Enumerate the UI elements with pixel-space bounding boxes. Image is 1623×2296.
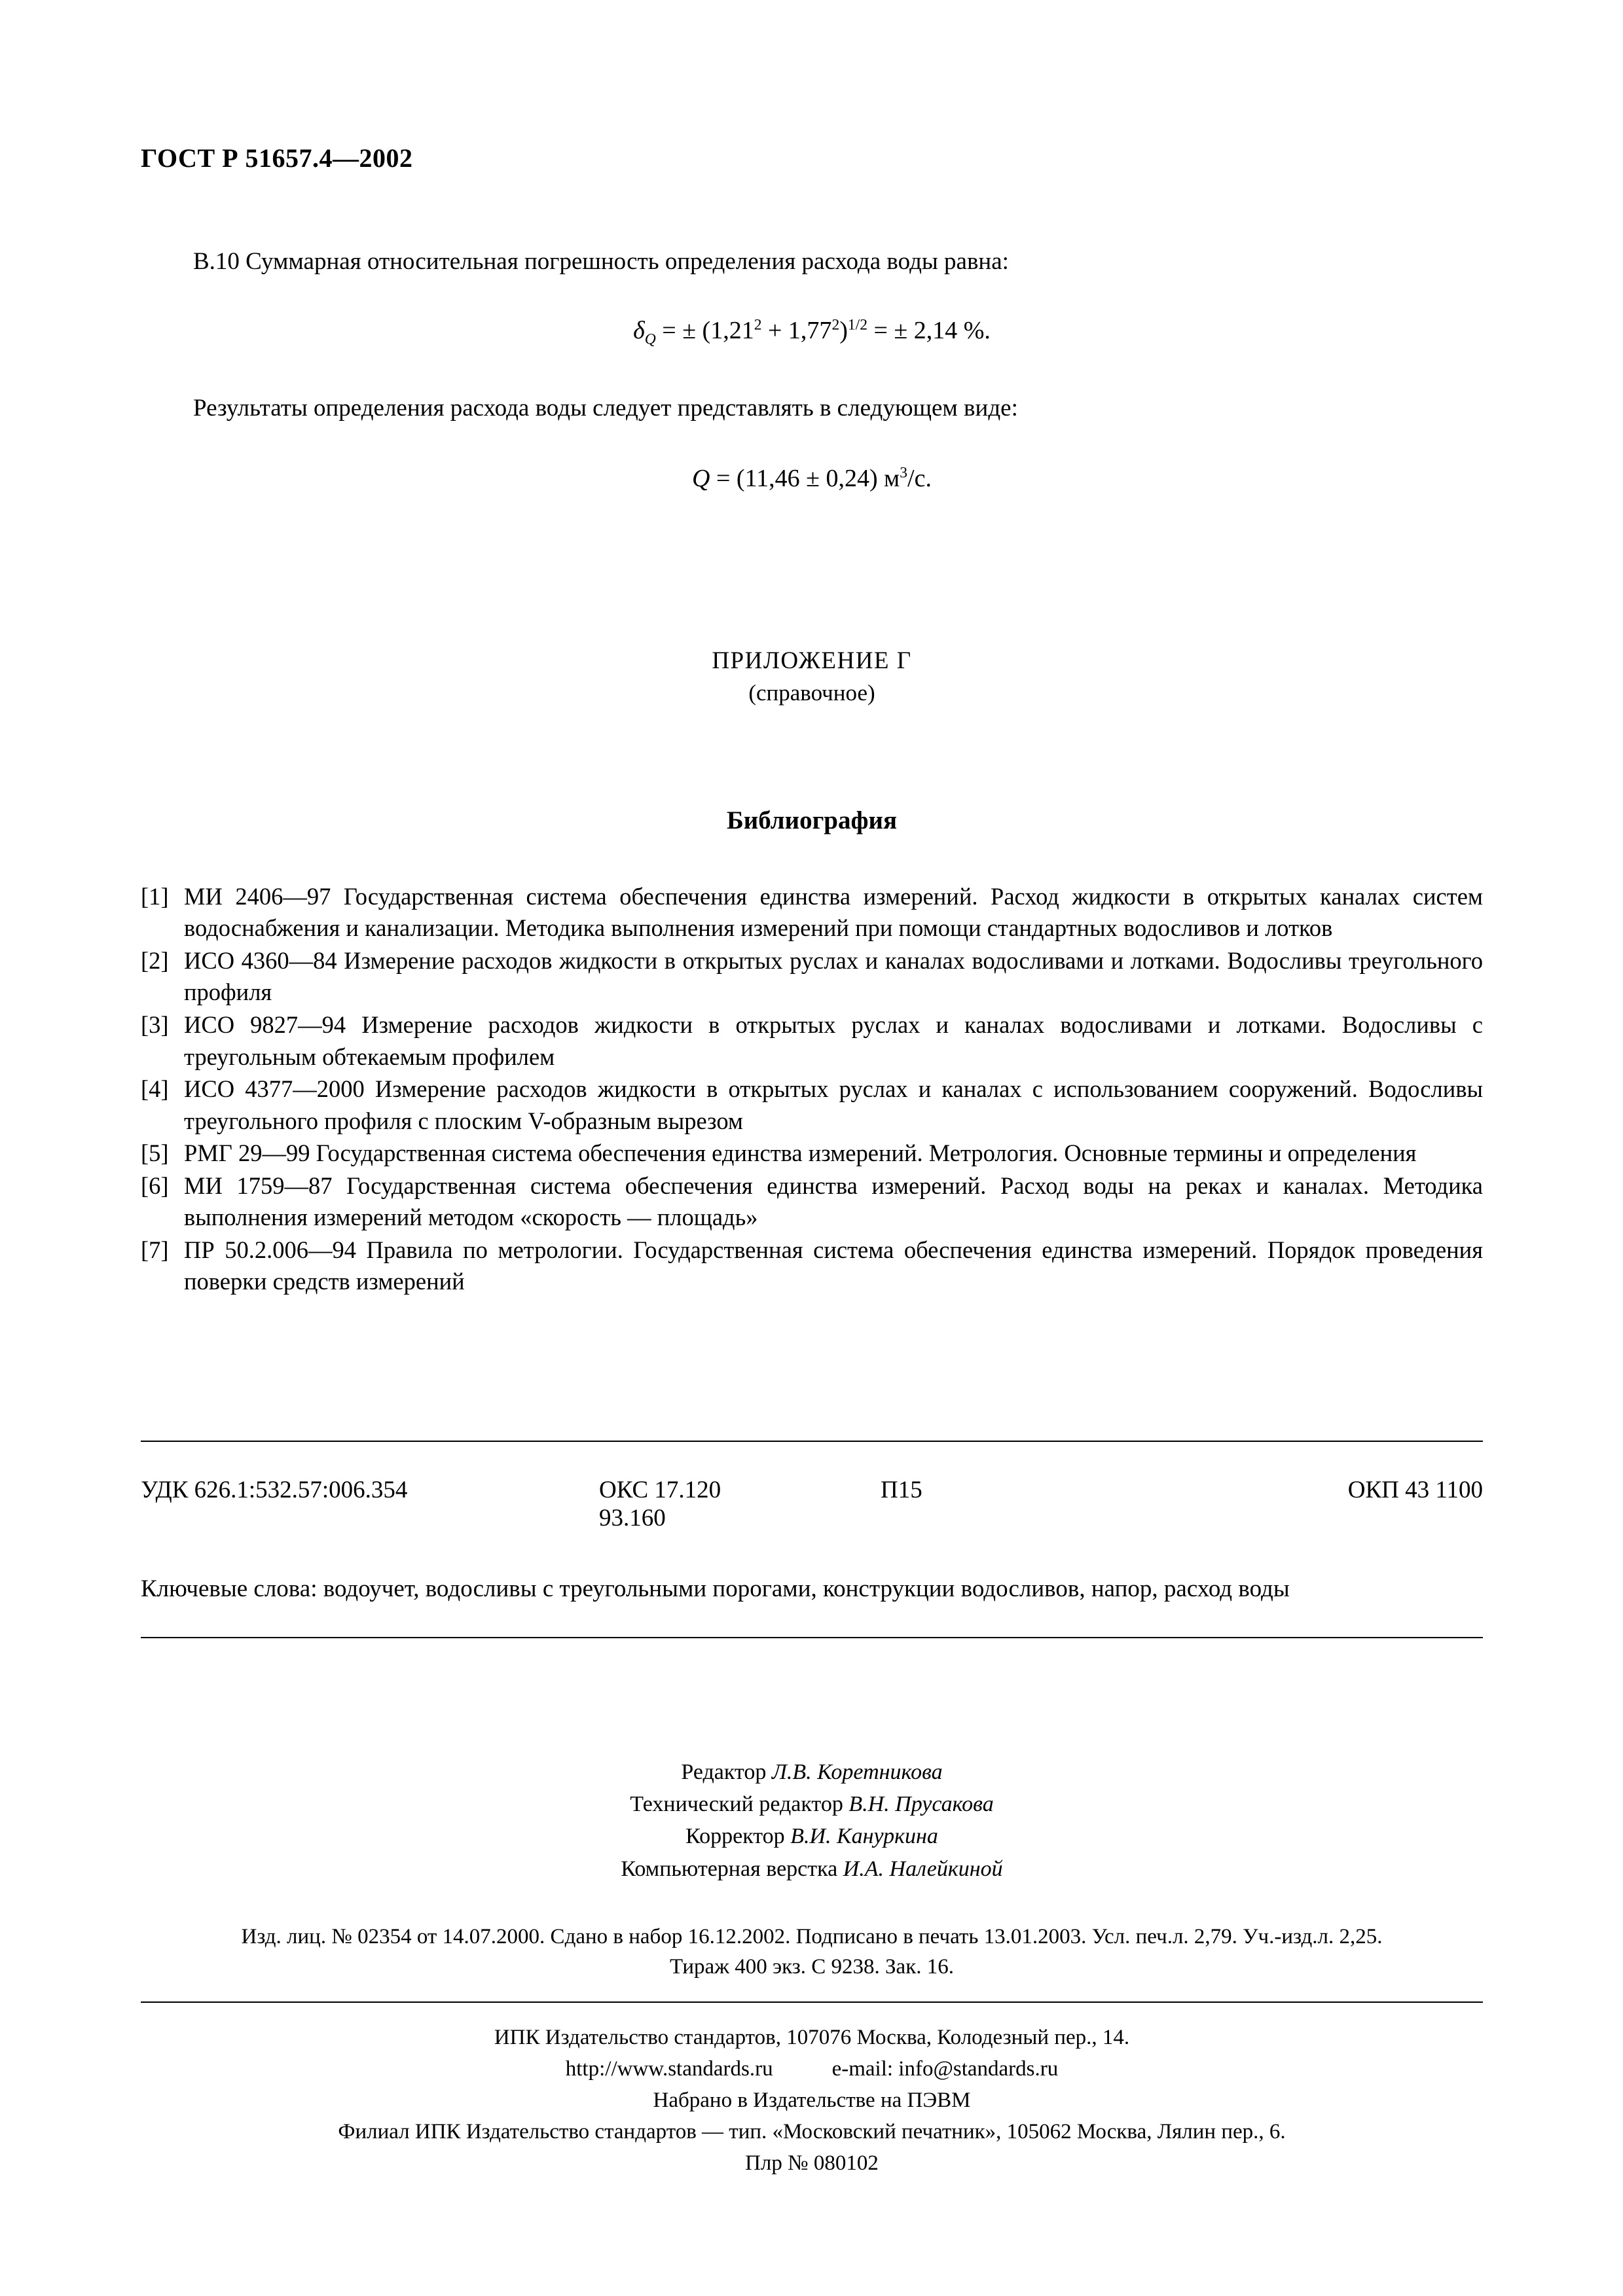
bibliography-item-number: [7] <box>141 1236 169 1263</box>
formula-discharge-result <box>141 464 1483 493</box>
standard-number-header: ГОСТ Р 51657.4—2002 <box>141 143 413 173</box>
publisher-address: ИПК Издательство стандартов, 107076 Москва, Колодезный пер., 14. <box>494 2026 1130 2050</box>
layout-name: И.А. Налейкиной <box>843 1856 1003 1881</box>
oks-code <box>599 1476 881 1532</box>
bibliography-item-number: [2] <box>141 946 169 974</box>
formula-q-value: = (11,46 ± 0,24) м <box>710 464 900 492</box>
list-item <box>141 1170 1483 1234</box>
formula-part-3: ) <box>839 316 848 344</box>
list-item <box>141 1138 1483 1170</box>
udk-code: УДК 626.1:532.57:006.354 <box>141 1476 408 1503</box>
formula-part-2: + 1,77 <box>761 316 832 344</box>
editor-name: Л.В. Коретникова <box>771 1759 943 1784</box>
oks-code-line2: 93.160 <box>599 1504 666 1532</box>
oks-code-line1: ОКС 17.120 <box>599 1476 721 1503</box>
imprint-line-2: Тираж 400 экз. С 9238. Зак. 16. <box>670 1955 954 1979</box>
bibliography-item-text: МИ 2406—97 Государственная система обеспечения единства измерений. Расход жидкости в открытых каналах систем водоснабжения и канализации. Методика выполнения измерений при помощи стандартных водосливов и лотков <box>184 882 1483 942</box>
layout-label: Компьютерная верстка <box>621 1856 843 1881</box>
okp-code: ОКП 43 1100 <box>1347 1476 1483 1503</box>
formula-delta-symbol: δ <box>633 316 645 344</box>
results-paragraph: Результаты определения расхода воды следует представлять в следующем виде: <box>193 394 1018 422</box>
proofreader-name: В.И. Кануркина <box>790 1824 938 1849</box>
bibliography-item-number: [5] <box>141 1139 169 1167</box>
typesetting-note: Набрано в Издательстве на ПЭВМ <box>653 2088 971 2112</box>
divider-above-codes <box>141 1441 1483 1442</box>
divider-above-publisher <box>141 2001 1483 2003</box>
proofreader-label: Корректор <box>685 1824 791 1849</box>
bibliography-item-text: ИСО 4360—84 Измерение расходов жидкости в открытых руслах и каналах водосливами и лотками. Водосливы треугольного профиля <box>184 946 1483 1006</box>
printer-line: Филиал ИПК Издательство стандартов — тип. «Московский печатник», 105062 Москва, Лялин пер., 6. <box>338 2119 1286 2144</box>
bibliography-item-text: РМГ 29—99 Государственная система обеспечения единства измерений. Метрология. Основные термины и определения <box>184 1139 1417 1167</box>
clause-b10-paragraph: В.10 Суммарная относительная погрешность определения расхода воды равна: <box>193 248 1009 275</box>
list-item <box>141 881 1483 944</box>
imprint-block <box>141 1922 1483 1982</box>
formula-q-symbol: Q <box>692 464 710 492</box>
bibliography-item-number: [1] <box>141 882 169 910</box>
editor-line <box>141 1756 1483 1788</box>
publisher-website-link[interactable]: http://www.standards.ru <box>565 2057 773 2081</box>
appendix-title: ПРИЛОЖЕНИЕ Г <box>712 647 912 674</box>
formula-q-unit-exponent: 3 <box>900 464 908 482</box>
list-item <box>141 1009 1483 1073</box>
formula-delta-subscript: Q <box>644 331 656 348</box>
proofreader-line <box>141 1820 1483 1852</box>
bibliography-item-text: ПР 50.2.006—94 Правила по метрологии. Государственная система обеспечения единства измерений. Порядок проведения поверки средств измерений <box>184 1236 1483 1295</box>
bibliography-list <box>141 881 1483 1298</box>
layout-line <box>141 1853 1483 1885</box>
bibliography-item-number: [6] <box>141 1172 169 1199</box>
list-item <box>141 1073 1483 1137</box>
publisher-contacts <box>141 2054 1483 2085</box>
bibliography-item-text: ИСО 4377—2000 Измерение расходов жидкости в открытых руслах и каналах с использованием сооружений. Водосливы треугольного профиля с плоским V-образным вырезом <box>184 1075 1483 1134</box>
formula-exp-1: 2 <box>754 316 762 334</box>
bibliography-item-number: [3] <box>141 1011 169 1038</box>
technical-editor-line <box>141 1788 1483 1820</box>
formula-part-1: = ± (1,21 <box>655 316 754 344</box>
publisher-email-link[interactable]: e-mail: info@standards.ru <box>831 2057 1059 2081</box>
formula-q-unit: /с. <box>907 464 932 492</box>
license-line: Плр № 080102 <box>745 2151 879 2175</box>
bibliography-item-number: [4] <box>141 1075 169 1103</box>
imprint-line-1: Изд. лиц. № 02354 от 14.07.2000. Сдано в набор 16.12.2002. Подписано в печать 13.01.2003. Усл. печ.л. 2,79. Уч.-изд.л. 2,25. <box>241 1924 1383 1948</box>
credits-block <box>141 1756 1483 1885</box>
editor-label: Редактор <box>681 1759 772 1784</box>
technical-editor-label: Технический редактор <box>630 1792 849 1817</box>
publisher-block <box>141 2022 1483 2179</box>
list-item <box>141 1234 1483 1298</box>
group-code: П15 <box>881 1476 922 1503</box>
bibliography-item-text: МИ 1759—87 Государственная система обеспечения единства измерений. Расход воды на реках и каналах. Методика выполнения измерений методом «скорость — площадь» <box>184 1172 1483 1231</box>
page-content <box>141 0 1483 2179</box>
bibliography-heading: Библиография <box>726 806 898 834</box>
formula-exp-2: 2 <box>831 316 840 334</box>
technical-editor-name: В.Н. Прусакова <box>848 1792 994 1817</box>
formula-total-error <box>141 316 1483 348</box>
divider-below-keywords <box>141 1637 1483 1638</box>
appendix-subtitle: (справочное) <box>748 679 875 706</box>
formula-result: = ± 2,14 %. <box>867 316 991 344</box>
formula-exp-3: 1/2 <box>847 316 867 334</box>
bibliography-item-text: ИСО 9827—94 Измерение расходов жидкости в открытых руслах и каналах водосливами и лотками. Водосливы с треугольным обтекаемым профилем <box>184 1011 1483 1070</box>
classification-codes-row <box>141 1476 1483 1532</box>
keywords-paragraph: Ключевые слова: водоучет, водосливы с треугольными порогами, конструкции водосливов, напор, расход воды <box>141 1575 1290 1602</box>
list-item <box>141 945 1483 1009</box>
